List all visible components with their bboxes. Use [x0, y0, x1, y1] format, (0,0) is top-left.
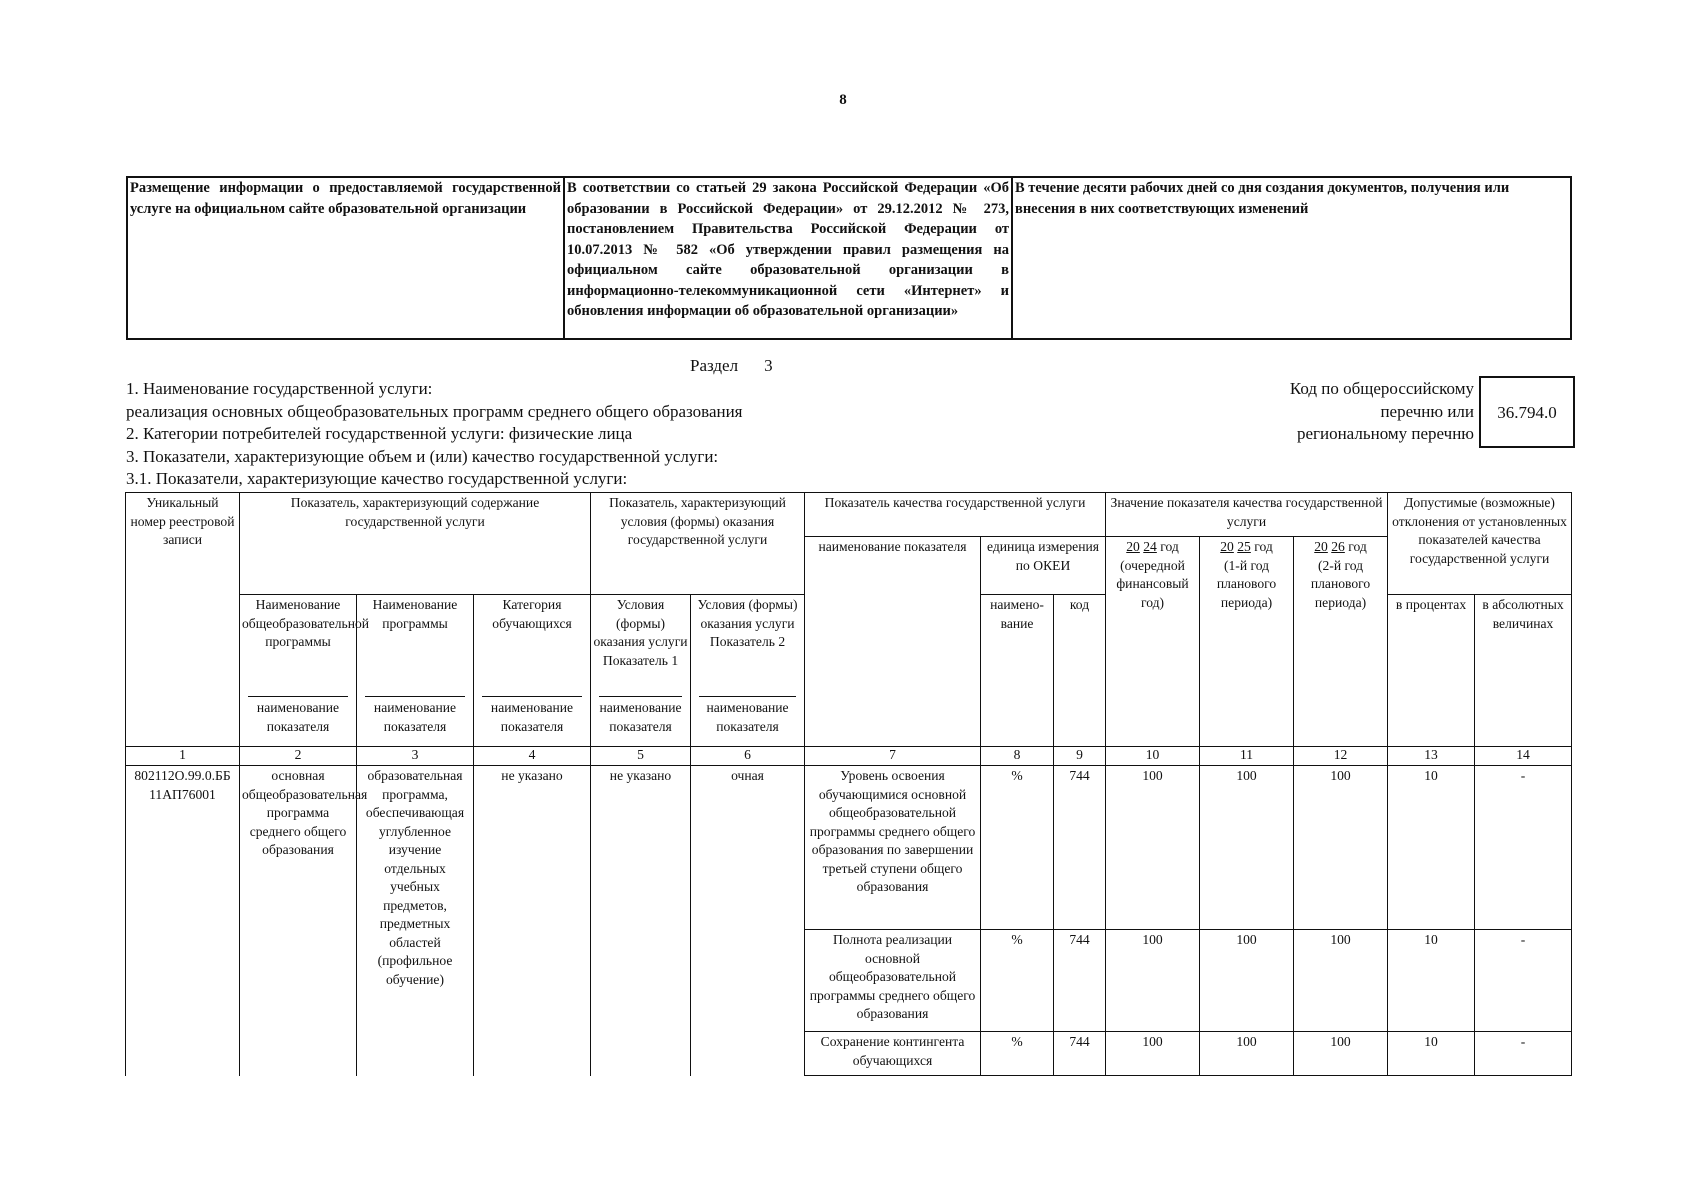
- column-number: 8: [981, 747, 1054, 766]
- registry-code-label-line: Код по общероссийскому: [1289, 379, 1474, 398]
- section-number: 3: [764, 356, 773, 375]
- column-number: 4: [474, 747, 591, 766]
- header-unit: единица измерения по ОКЕИ: [981, 537, 1106, 595]
- header-program-type-label: Наименование общеобразовательной программы: [242, 597, 370, 649]
- indicator-value-year-3: 100: [1294, 930, 1388, 1032]
- indicator-value-year-1: 100: [1106, 930, 1200, 1032]
- column-number: 9: [1054, 747, 1106, 766]
- header-quality-values: Значение показателя качества государственной услуги: [1106, 493, 1388, 537]
- indicator-name: Сохранение контингента обучающихся: [805, 1032, 981, 1076]
- header-deviation: Допустимые (возможные) отклонения от установленных показателей качества государственной услуги: [1388, 493, 1572, 595]
- indicator-deviation-absolute: -: [1475, 930, 1572, 1032]
- indicator-deviation-percent: 10: [1388, 766, 1475, 930]
- column-number: 3: [357, 747, 474, 766]
- year-1-value: 24: [1143, 539, 1157, 554]
- header-year-2: [1200, 537, 1294, 747]
- column-number: 14: [1475, 747, 1572, 766]
- column-number: 6: [691, 747, 805, 766]
- indicator-name: Полнота реализации основной общеобразовательной программы среднего общего образования: [805, 930, 981, 1032]
- indicator-value-year-2: 100: [1200, 930, 1294, 1032]
- info-cell-subject: Размещение информации о предоставляемой государственной услуге на официальном сайте образовательной организации: [127, 177, 564, 339]
- record-program-name: образовательная программа, обеспечивающая углубленное изучение отдельных учебных предметов, предметных областей (профильное обучение): [357, 766, 474, 1076]
- header-content-indicator: Показатель, характеризующий содержание государственной услуги: [240, 493, 591, 595]
- header-student-category-label: Категория обучающихся: [492, 597, 572, 631]
- header-caption: наименование показателя: [482, 696, 582, 736]
- indicators-heading: 3. Показатели, характеризующие объем и (или) качество государственной услуги:: [126, 447, 719, 466]
- indicator-value-year-1: 100: [1106, 1032, 1200, 1076]
- indicator-value-year-3: 100: [1294, 766, 1388, 930]
- registry-code-label: [1290, 378, 1474, 446]
- indicator-unit: %: [981, 766, 1054, 930]
- header-condition-2-label: Условия (формы) оказания услуги Показатель 2: [697, 597, 798, 649]
- indicator-deviation-percent: 10: [1388, 1032, 1475, 1076]
- column-number: 11: [1200, 747, 1294, 766]
- header-year-3: [1294, 537, 1388, 747]
- header-caption: наименование показателя: [599, 696, 682, 736]
- indicator-code: 744: [1054, 930, 1106, 1032]
- indicator-code: 744: [1054, 1032, 1106, 1076]
- consumer-categories: 2. Категории потребителей государственной услуги: физические лица: [126, 424, 633, 443]
- indicator-deviation-absolute: -: [1475, 766, 1572, 930]
- column-number: 10: [1106, 747, 1200, 766]
- record-student-category: не указано: [474, 766, 591, 1076]
- page-number: 8: [839, 92, 847, 108]
- indicator-value-year-2: 100: [1200, 1032, 1294, 1076]
- header-row-1: [126, 493, 1572, 537]
- indicator-name: Уровень освоения обучающимися основной общеобразовательной программы среднего общего образования по завершении третьей ступени общего образования: [805, 766, 981, 930]
- info-table: [126, 176, 1572, 340]
- header-program-name-label: Наименование программы: [372, 597, 458, 631]
- header-quality-indicator: Показатель качества государственной услуги: [805, 493, 1106, 537]
- year-2-note: (1-й год планового периода): [1216, 557, 1277, 610]
- quality-indicators-heading: 3.1. Показатели, характеризующие качество государственной услуги:: [126, 469, 628, 488]
- year-3-note: (2-й год планового периода): [1310, 557, 1371, 610]
- header-student-category: [474, 595, 591, 747]
- section-label: Раздел: [690, 356, 739, 375]
- indicator-deviation-percent: 10: [1388, 930, 1475, 1032]
- header-program-name: [357, 595, 474, 747]
- info-row: [127, 177, 1571, 339]
- column-number: 13: [1388, 747, 1475, 766]
- header-unique-number: Уникальный номер реестровой записи: [126, 493, 240, 747]
- header-percent: в процентах: [1388, 595, 1475, 747]
- header-caption: наименование показателя: [699, 696, 796, 736]
- header-year-1: [1106, 537, 1200, 747]
- info-cell-deadline: В течение десяти рабочих дней со дня создания документов, получения или внесения в них соответствующих изменений: [1012, 177, 1571, 339]
- indicator-code: 744: [1054, 766, 1106, 930]
- registry-code-label-line: перечню или: [1380, 401, 1474, 421]
- registry-code-value: 36.794.0: [1479, 376, 1575, 448]
- indicator-value-year-3: 100: [1294, 1032, 1388, 1076]
- year-1-century: 20: [1126, 539, 1140, 554]
- record-condition-1: не указано: [591, 766, 691, 1076]
- year-3-value: 26: [1331, 539, 1345, 554]
- header-unit-name: наимено-вание: [981, 595, 1054, 747]
- service-name-value: реализация основных общеобразовательных программ среднего общего образования: [126, 402, 743, 421]
- header-absolute: в абсолютных величинах: [1475, 595, 1572, 747]
- year-3-word: год: [1348, 539, 1367, 554]
- header-condition-1: [591, 595, 691, 747]
- column-number: 12: [1294, 747, 1388, 766]
- quality-indicators-table: [125, 492, 1572, 1076]
- year-2-century: 20: [1220, 539, 1234, 554]
- year-2-word: год: [1254, 539, 1273, 554]
- column-number: 1: [126, 747, 240, 766]
- year-1-note: (очередной финансовый год): [1116, 557, 1189, 610]
- header-program-type: [240, 595, 370, 747]
- info-cell-legal-basis: В соответствии со статьей 29 закона Российской Федерации «Об образовании в Российской Федерации» от 29.12.2012 № 273, постановлением Правительства Российской Федерации от 10.07.2013 № 582 «Об утверждении правил размещения на официальном сайте образовательной организации в информационно-телекоммуникационной сети «Интернет» и обновления информации об образовательной организации»: [564, 177, 1012, 339]
- header-condition-2: [691, 595, 805, 747]
- header-condition-1-label: Условия (формы) оказания услуги Показатель 1: [593, 597, 688, 668]
- year-2-value: 25: [1237, 539, 1251, 554]
- column-number: 5: [591, 747, 691, 766]
- table-row: [126, 766, 1572, 930]
- header-caption: наименование показателя: [248, 696, 348, 736]
- header-caption: наименование показателя: [365, 696, 465, 736]
- column-number: 7: [805, 747, 981, 766]
- section-heading: [690, 356, 773, 376]
- column-numbers-row: [126, 747, 1572, 766]
- indicator-deviation-absolute: -: [1475, 1032, 1572, 1076]
- record-program-type: основная общеобразовательная программа среднего общего образования: [240, 766, 357, 1076]
- indicator-unit: %: [981, 930, 1054, 1032]
- record-id: 802112О.99.0.ББ 11АП76001: [126, 766, 240, 1076]
- indicator-value-year-1: 100: [1106, 766, 1200, 930]
- record-condition-2: очная: [691, 766, 805, 1076]
- indicator-value-year-2: 100: [1200, 766, 1294, 930]
- header-indicator-name: наименование показателя: [805, 537, 981, 747]
- service-name-label: 1. Наименование государственной услуги:: [126, 379, 433, 398]
- year-1-word: год: [1160, 539, 1179, 554]
- registry-code-label-line: региональному перечню: [1296, 424, 1474, 443]
- year-3-century: 20: [1314, 539, 1328, 554]
- column-number: 2: [240, 747, 357, 766]
- indicator-unit: %: [981, 1032, 1054, 1076]
- header-unit-code: код: [1054, 595, 1106, 747]
- header-conditions-indicator: Показатель, характеризующий условия (формы) оказания государственной услуги: [591, 493, 805, 595]
